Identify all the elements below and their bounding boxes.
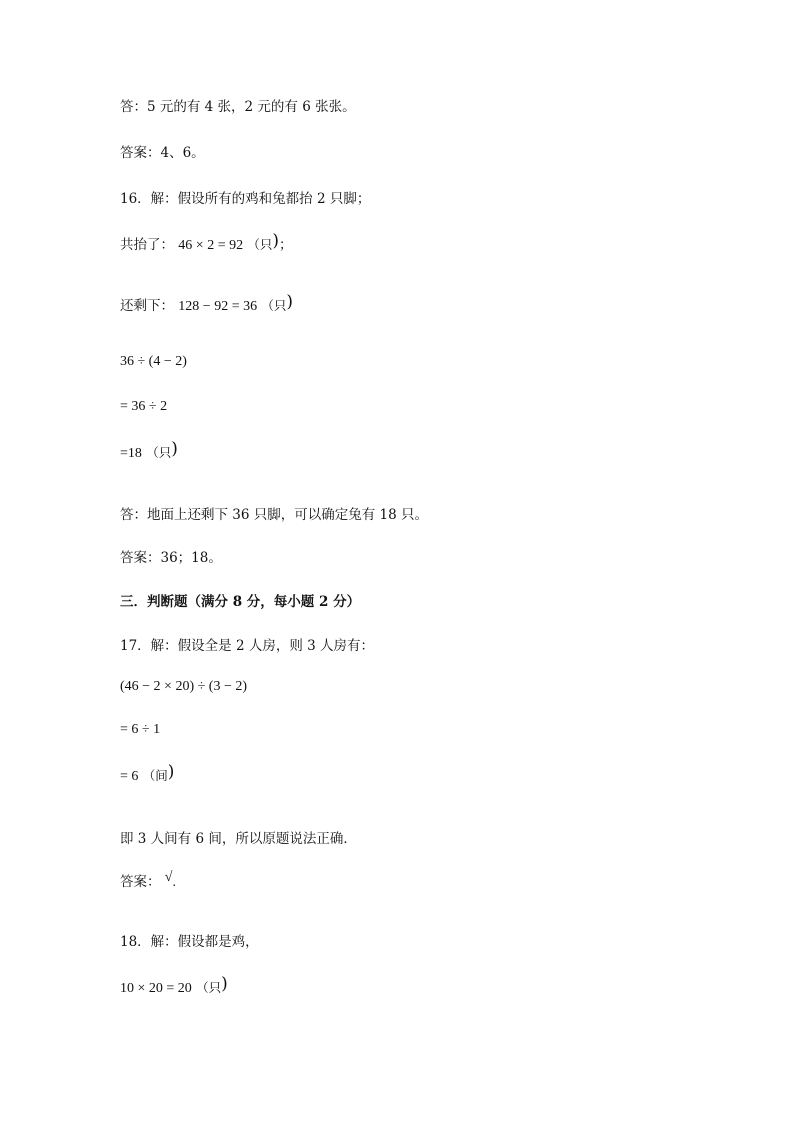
math-expression: =18 [120, 446, 142, 461]
unit-label: （只 [261, 298, 287, 313]
problem-16-intro: 16．解：假设所有的鸡和兔都抬 2 只脚； [120, 191, 371, 207]
unit-paren: ) [171, 439, 178, 459]
problem-17-calc-1: (46 − 2 × 20) ÷ (3 − 2) [120, 679, 248, 694]
problem-16-step-1 [120, 231, 293, 256]
punctuation: ； [279, 237, 293, 253]
problem-16-calc-3 [120, 439, 178, 464]
answer-line-15: 答：5 元的有 4 张，2 元的有 6 张张。 [120, 99, 356, 115]
math-expression: 128 − 92 = 36 [178, 299, 258, 314]
problem-16-step-2 [120, 292, 294, 317]
math-expression: 46 × 2 = 92 [178, 238, 244, 253]
unit-paren: ) [272, 231, 280, 251]
answer-key-15: 答案：4、6。 [120, 145, 205, 161]
problem-16-calc-2: = 36 ÷ 2 [120, 399, 168, 414]
problem-16-calc-1: 36 ÷ (4 − 2) [120, 354, 187, 369]
unit-label: （只 [247, 237, 273, 252]
answer-line-16: 答：地面上还剩下 36 只脚，可以确定兔有 18 只。 [120, 507, 429, 523]
unit-paren: ) [221, 974, 228, 994]
unit-label: （间 [142, 768, 168, 783]
math-expression: = 6 [120, 769, 139, 784]
section-heading-true-false: 三．判断题（满分 8 分，每小题 2 分） [120, 594, 361, 610]
unit-label: （只 [196, 980, 222, 995]
unit-label: （只 [146, 445, 172, 460]
step-label: 还剩下： [120, 298, 174, 314]
problem-18-calc-1 [120, 974, 228, 999]
problem-17-calc-3 [120, 762, 175, 787]
problem-18-intro: 18．解：假设都是鸡， [120, 934, 259, 950]
unit-paren: ) [167, 762, 175, 782]
problem-17-calc-2: = 6 ÷ 1 [120, 722, 161, 737]
answer-label: 答案： [120, 874, 161, 890]
problem-17-intro: 17．解：假设全是 2 人房，则 3 人房有： [120, 638, 375, 654]
answer-key-17 [120, 872, 176, 893]
math-expression: 10 × 20 = 20 [120, 981, 192, 996]
answer-key-16: 答案：36；18。 [120, 550, 222, 566]
unit-paren: ) [286, 292, 294, 312]
punctuation: . [172, 875, 176, 890]
problem-17-conclusion: 即 3 人间有 6 间，所以原题说法正确． [120, 831, 357, 847]
checkmark-icon: √ [164, 870, 173, 885]
step-label: 共抬了： [120, 237, 174, 253]
